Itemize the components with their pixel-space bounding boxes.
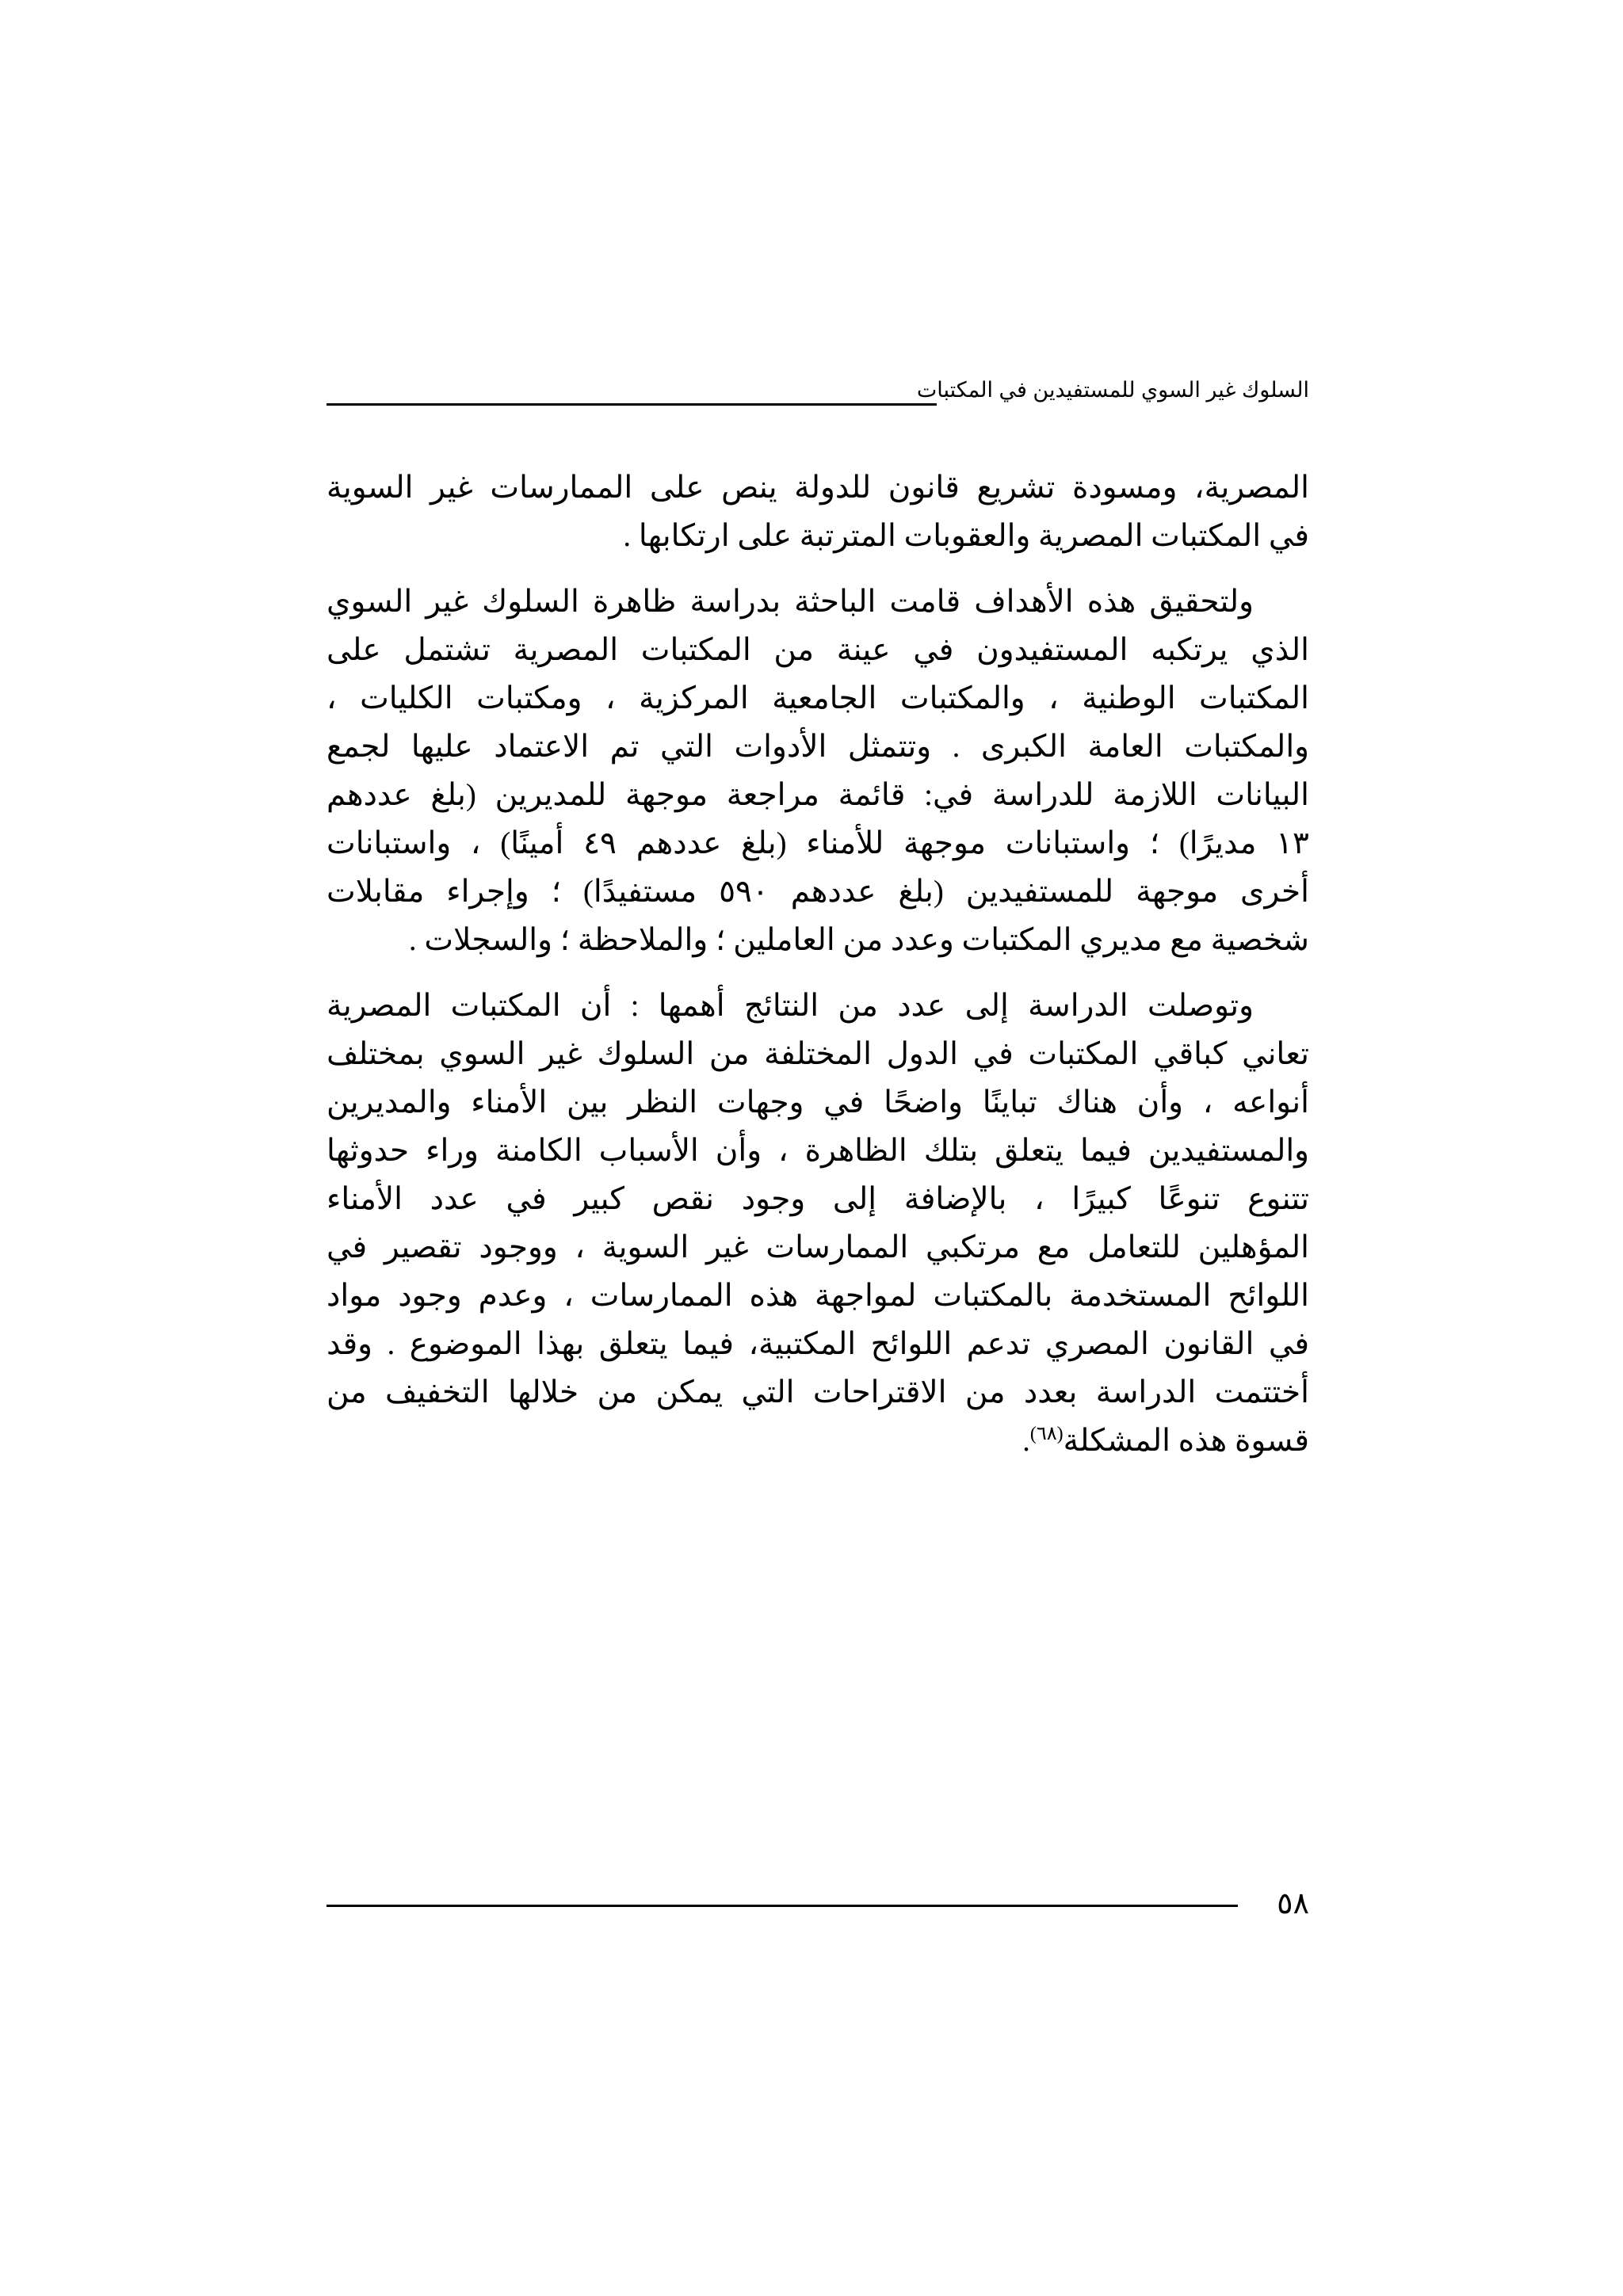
text-line: اللوائح المستخدمة بالمكتبات لمواجهة هذه الممارسات ، وعدم وجود مواد: [327, 1279, 1309, 1313]
paragraph-3: [327, 982, 1309, 1465]
paragraph-1: [327, 463, 1309, 560]
text-line: أختتمت الدراسة بعدد من الاقتراحات التي يمكن من خلالها التخفيف من: [327, 1375, 1309, 1409]
text-line: أخرى موجهة للمستفيدين (بلغ عددهم ٥٩٠ مستفيدًا) ؛ وإجراء مقابلات: [327, 875, 1309, 909]
final-line-end: .: [1022, 1424, 1030, 1458]
running-header-title: السلوك غير السوي للمستفيدين في المكتبات: [916, 378, 1309, 402]
page-footer: [327, 1886, 1309, 1925]
final-line-text: قسوة هذه المشكلة: [1063, 1424, 1309, 1458]
running-header: [327, 372, 1309, 409]
text-line: تعاني كباقي المكتبات في الدول المختلفة من السلوك غير السوي بمختلف: [327, 1037, 1309, 1071]
text-line: والمستفيدين فيما يتعلق بتلك الظاهرة ، وأن الأسباب الكامنة وراء حدوثها: [327, 1134, 1309, 1168]
text-line: في المكتبات المصرية والعقوبات المترتبة على ارتكابها .: [623, 519, 1309, 553]
text-line: أنواعه ، وأن هناك تباينًا واضحًا في وجهات النظر بين الأمناء والمديرين: [327, 1085, 1309, 1119]
text-line: المكتبات الوطنية ، والمكتبات الجامعية المركزية ، ومكتبات الكليات ،: [327, 681, 1309, 715]
header-rule: [327, 403, 937, 406]
paragraph-2: [327, 578, 1309, 964]
text-line: ولتحقيق هذه الأهداف قامت الباحثة بدراسة ظاهرة السلوك غير السوي: [327, 585, 1254, 619]
text-line: في القانون المصري تدعم اللوائح المكتبية، فيما يتعلق بهذا الموضوع . وقد: [327, 1327, 1309, 1361]
footnote-reference[interactable]: (٦٨): [1029, 1424, 1064, 1444]
text-line: والمكتبات العامة الكبرى . وتتمثل الأدوات التي تم الاعتماد عليها لجمع: [327, 730, 1309, 764]
text-line: وتوصلت الدراسة إلى عدد من النتائج أهمها : أن المكتبات المصرية: [327, 989, 1254, 1023]
text-line: المصرية، ومسودة تشريع قانون للدولة ينص على الممارسات غير السوية: [327, 471, 1309, 505]
text-line: ١٣ مديرًا) ؛ واستبانات موجهة للأمناء (بلغ عددهم ٤٩ أمينًا) ، واستبانات: [327, 826, 1309, 860]
text-line: البيانات اللازمة للدراسة في: قائمة مراجعة موجهة للمديرين (بلغ عددهم: [327, 778, 1309, 812]
text-line: تتنوع تنوعًا كبيرًا ، بالإضافة إلى وجود نقص كبير في عدد الأمناء: [327, 1182, 1309, 1216]
text-line-final: [327, 1417, 1309, 1465]
text-line: الذي يرتكبه المستفيدون في عينة من المكتبات المصرية تشتمل على: [327, 633, 1309, 667]
footer-rule: [327, 1905, 1238, 1907]
page-number: ٥٨: [1277, 1887, 1309, 1920]
text-line: شخصية مع مديري المكتبات وعدد من العاملين ؛ والملاحظة ؛ والسجلات .: [408, 923, 1309, 957]
text-line: المؤهلين للتعامل مع مرتكبي الممارسات غير السوية ، ووجود تقصير في: [327, 1230, 1309, 1264]
body-text: [327, 463, 1309, 1465]
